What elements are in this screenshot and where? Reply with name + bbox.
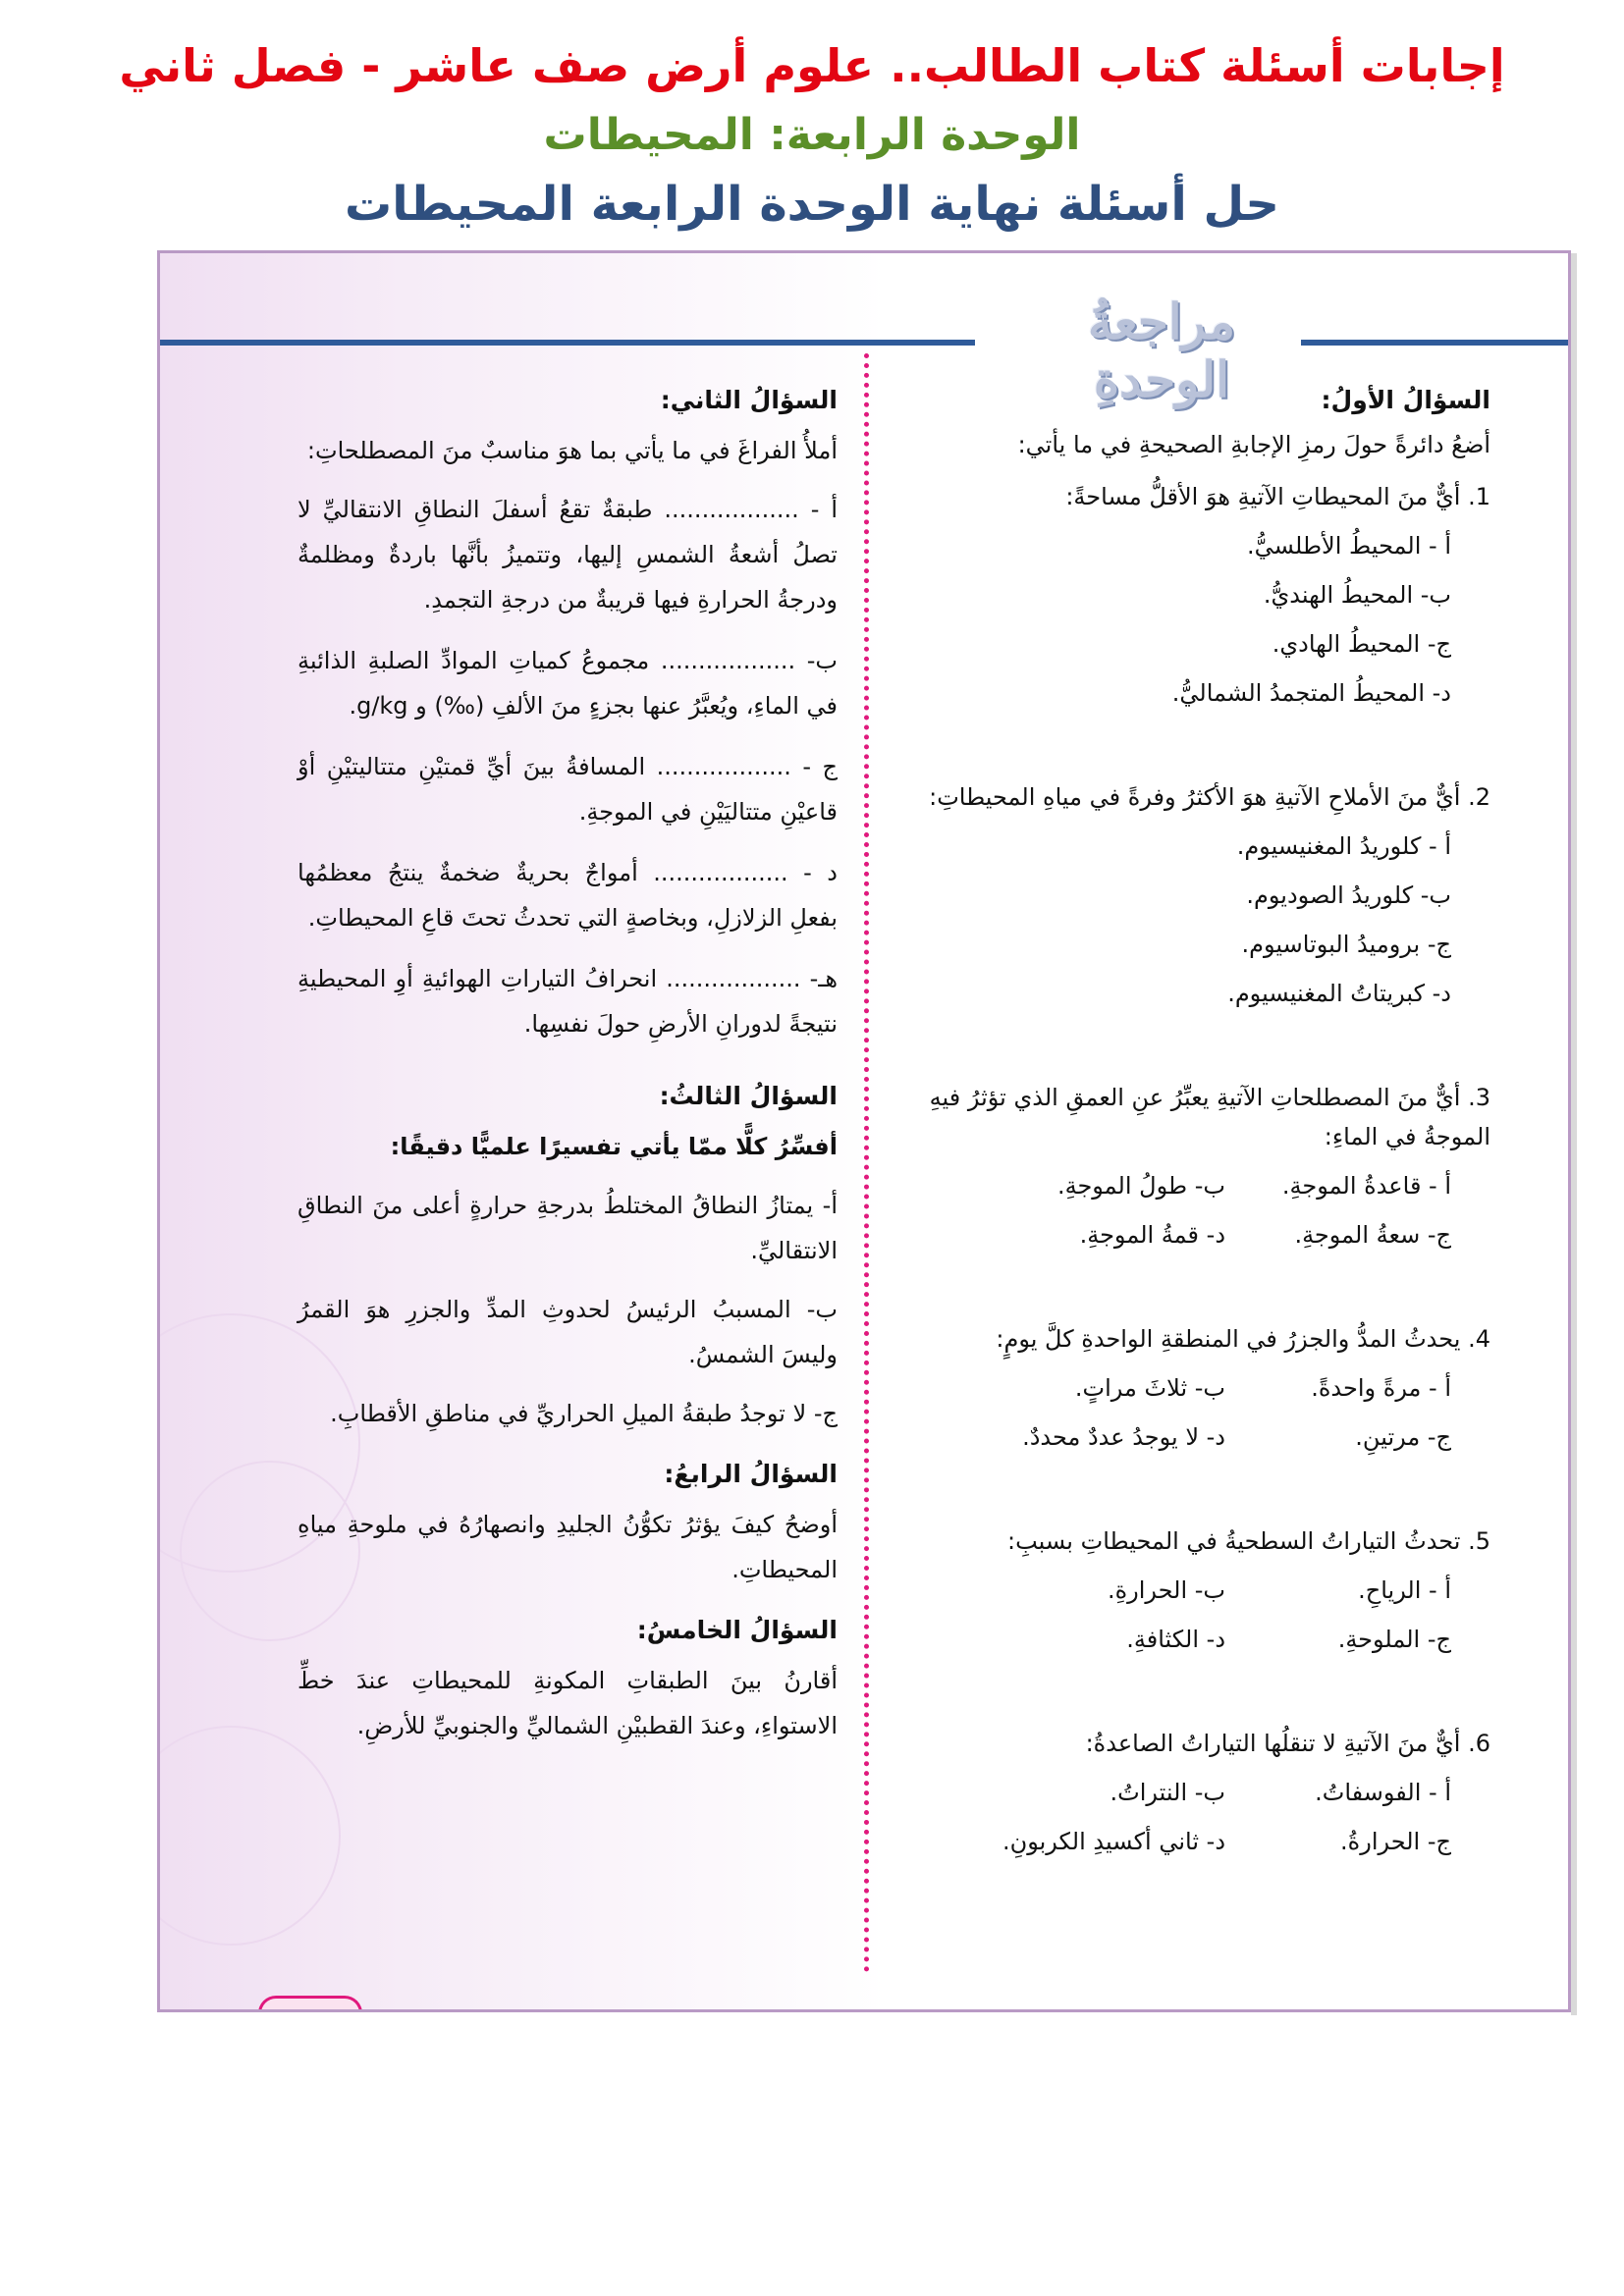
fill-in-item: ب- .................. مجموعُ كمياتِ الموادِّ الصلبةِ الذائبةِ في الماءِ، ويُعبَّرُ عنها بجزءٍ منَ الألفِ (‰) و g/kg.	[298, 647, 838, 720]
mcq-option: أ - قاعدةُ الموجةِ.	[1281, 1172, 1451, 1200]
page-number-tab	[258, 1996, 362, 2012]
question-heading: السؤالُ الخامسُ:	[636, 1616, 838, 1644]
fill-in-item: ج - .................. المسافةُ بينَ أيِّ قمتيْنِ متتاليتيْنِ أوْ قاعيْنِ متتاليَيْنِ في الموجةِ.	[298, 753, 838, 826]
page-title: إجابات أسئلة كتاب الطالب.. علوم أرض صف عاشر - فصل ثاني	[119, 39, 1505, 92]
question-text: أوضحُ كيفَ يؤثرُ تكوُّنُ الجليدِ وانصهارُهُ في ملوحةِ مياهِ المحيطاتِ.	[298, 1511, 838, 1583]
mcq-option: أ - المحيطُ الأطلسيُّ.	[1246, 532, 1451, 560]
mcq-option-row	[901, 1624, 1451, 1655]
fill-in-item: د - .................. أمواجٌ بحريةٌ ضخمةٌ ينتجُ معظمُها بفعلِ الزلازلِ، وبخاصةٍ التي تحدثُ تحتَ قاعِ المحيطاتِ.	[298, 859, 838, 932]
header-rule	[160, 340, 975, 346]
question-instruction: أضعُ دائرةً حولَ رمزِ الإجابةِ الصحيحةِ في ما يأتي:	[1017, 431, 1490, 458]
mcq-option: أ - الرياحِ.	[1358, 1576, 1451, 1604]
mcq-question: 1. أيٌّ منَ المحيطاتِ الآتيةِ هوَ الأقلُّ مساحةً:	[1065, 483, 1490, 510]
question-instruction: أملأُ الفراغَ في ما يأتي بما هوَ مناسبٌ منَ المصطلحاتِ:	[306, 437, 838, 464]
mcq-option: ج- الحرارةُ.	[1340, 1828, 1451, 1855]
mcq-option: ب- كلوريدُ الصوديوم.	[1246, 881, 1451, 909]
question-instruction: أفسِّرُ كلًّا ممّا يأتي تفسيرًا علميًّا دقيقًا:	[390, 1133, 838, 1160]
question-heading: السؤالُ الثاني:	[660, 386, 838, 414]
mcq-option: ب- ثلاثَ مراتٍ.	[1074, 1374, 1225, 1402]
mcq-option: ج- الملوحةِ.	[1337, 1626, 1451, 1653]
column-divider	[864, 353, 869, 1973]
mcq-option: د- المحيطُ المتجمدُ الشماليُّ.	[1171, 679, 1451, 707]
mcq-option: ج- المحيطُ الهادي.	[1272, 630, 1451, 658]
mcq-option: ب- النتراتُ.	[1110, 1779, 1225, 1806]
mcq-option: ج- سعةُ الموجةِ.	[1294, 1221, 1451, 1249]
explain-item: ب- المسببُ الرئيسُ لحدوثِ المدِّ والجزرِ هوَ القمرُ وليسَ الشمسُ.	[298, 1296, 838, 1368]
mcq-question: 4. يحدثُ المدُّ والجزرُ في المنطقةِ الواحدةِ كلَّ يومٍ:	[996, 1325, 1490, 1353]
mcq-option-row	[901, 1170, 1451, 1201]
question-1-column	[901, 386, 1490, 1875]
mcq-option: ب- الحرارةِ.	[1107, 1576, 1225, 1604]
mcq-question: 3. أيٌّ منَ المصطلحاتِ الآتيةِ يعبِّرُ عنِ العمقِ الذي تؤثرُ فيهِ الموجةُ في الماءِ:	[929, 1084, 1490, 1150]
mcq-option: د- الكثافةِ.	[1126, 1626, 1225, 1653]
unit-review-heading: مراجعةُ الوحدةِ	[1087, 293, 1236, 408]
mcq-option: د- كبريتاتُ المغنيسيوم.	[1227, 980, 1451, 1007]
mcq-option-row	[901, 1372, 1451, 1404]
question-text: أقارنُ بينَ الطبقاتِ المكونةِ للمحيطاتِ عندَ خطِّ الاستواءِ، وعندَ القطبيْنِ الشماليِّ والجنوبيِّ للأرضِ.	[298, 1667, 838, 1739]
question-heading: السؤالُ الثالثُ:	[659, 1082, 838, 1110]
mcq-option: أ - الفوسفاتُ.	[1315, 1779, 1451, 1806]
mcq-option: ج- بروميدُ البوتاسيوم.	[1241, 931, 1451, 958]
explain-item: أ- يمتازُ النطاقُ المختلطُ بدرجةِ حرارةٍ أعلى منَ النطاقِ الانتقاليِّ.	[298, 1192, 838, 1264]
mcq-option-row	[901, 1421, 1451, 1453]
page-subtitle: حل أسئلة نهاية الوحدة الرابعة المحيطات	[345, 177, 1279, 232]
explain-item: ج- لا توجدُ طبقةُ الميلِ الحراريِّ في مناطقِ الأقطابِ.	[330, 1400, 838, 1427]
mcq-option: ب- المحيطُ الهنديُّ.	[1263, 581, 1451, 609]
fill-in-item: أ - .................. طبقةٌ تقعُ أسفلَ النطاقِ الانتقاليِّ لا تصلُ أشعةُ الشمسِ إليها، وتتميزُ بأنَّها باردةٌ ومظلمةٌ ودرجةُ الحرارةِ فيها قريبةٌ من درجةِ التجمدِ.	[298, 496, 838, 614]
frame-shadow	[1571, 253, 1577, 2015]
mcq-question: 5. تحدثُ التياراتُ السطحيةُ في المحيطاتِ بسببِ:	[1007, 1527, 1490, 1555]
mcq-question: 6. أيٌّ منَ الآتيةِ لا تنقلُها التياراتُ الصاعدةُ:	[1085, 1730, 1490, 1757]
header-rule	[1301, 340, 1568, 346]
mcq-option-row	[901, 1219, 1451, 1251]
question-heading: السؤالُ الرابعُ:	[664, 1460, 838, 1488]
mcq-option: أ - مرةً واحدةً.	[1311, 1374, 1451, 1402]
questions-2-5-column	[298, 386, 838, 1762]
fill-in-item: هـ- .................. انحرافُ التياراتِ الهوائيةِ أوِ المحيطيةِ نتيجةً لدورانِ الأرضِ حولَ نفسِها.	[298, 965, 838, 1038]
mcq-option: أ - كلوريدُ المغنيسيوم.	[1236, 832, 1451, 860]
question-heading: السؤالُ الأولُ:	[1321, 386, 1490, 414]
mcq-option: د- لا يوجدُ عددٌ محددٌ.	[1022, 1423, 1225, 1451]
mcq-option: ج- مرتينِ.	[1355, 1423, 1451, 1451]
mcq-option-row	[901, 1826, 1451, 1857]
mcq-question: 2. أيٌّ منَ الأملاحِ الآتيةِ هوَ الأكثرُ وفرةً في مياهِ المحيطاتِ:	[929, 783, 1490, 811]
unit-title: الوحدة الرابعة: المحيطات	[543, 110, 1081, 160]
mcq-option: د- ثاني أكسيدِ الكربونِ.	[1001, 1828, 1225, 1855]
mcq-option-row	[901, 1777, 1451, 1808]
textbook-page	[157, 250, 1571, 2012]
mcq-option: ب- طولُ الموجةِ.	[1056, 1172, 1225, 1200]
mcq-option: د- قمةُ الموجةِ.	[1079, 1221, 1225, 1249]
mcq-option-row	[901, 1575, 1451, 1606]
